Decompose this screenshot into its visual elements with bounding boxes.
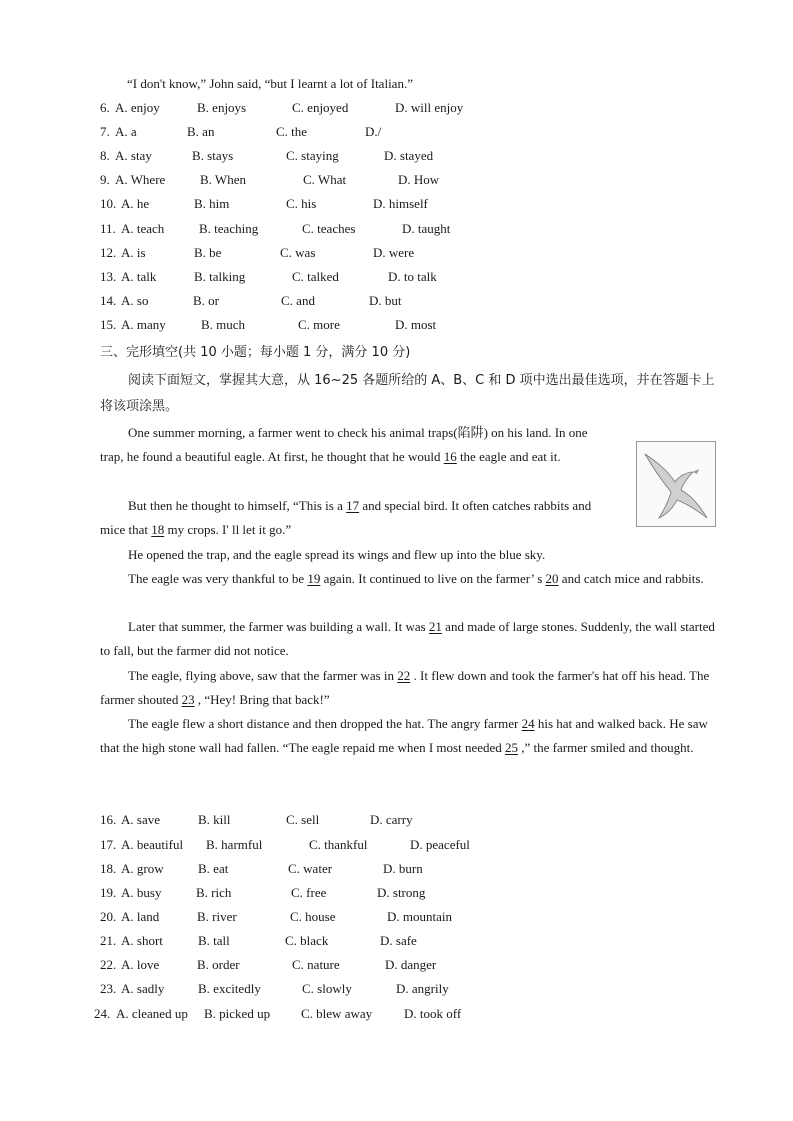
option-d[interactable]: D. burn — [383, 861, 423, 876]
passage-paragraph-5: Later that summer, the farmer was building a wall. It was 21 and made of large stones. Suddenly, the wall started to fall, but the farmer did not notice. — [100, 619, 715, 659]
question-number: 9. — [100, 172, 110, 187]
option-b[interactable]: B. picked up — [204, 1006, 271, 1021]
option-b[interactable]: B. be — [194, 245, 222, 260]
blank-25: 25 — [505, 740, 519, 756]
option-c[interactable]: C. slowly — [302, 981, 352, 996]
option-b[interactable]: B. rich — [196, 885, 232, 900]
blank-21: 21 — [428, 619, 442, 634]
option-a[interactable]: A. teach — [121, 221, 165, 236]
section-heading: 三、完形填空(共 10 小题；每小题 1 分，满分 10 分) — [100, 345, 411, 360]
option-a[interactable]: A. cleaned up — [116, 1006, 188, 1021]
question-number: 24. — [94, 1006, 111, 1021]
option-c[interactable]: C. free — [291, 885, 327, 900]
eagle-illustration — [636, 441, 716, 527]
option-d[interactable]: D. but — [369, 293, 402, 308]
option-c[interactable]: C. black — [285, 933, 329, 948]
option-b[interactable]: B. eat — [198, 861, 229, 876]
option-d[interactable]: D. safe — [380, 933, 417, 948]
option-c[interactable]: C. and — [281, 293, 315, 308]
question-number: 14. — [100, 293, 117, 308]
eagle-icon — [637, 442, 715, 526]
option-d[interactable]: D. danger — [385, 957, 437, 972]
option-c[interactable]: C. sell — [286, 812, 320, 827]
option-a[interactable]: A. grow — [121, 861, 164, 876]
option-b[interactable]: B. river — [197, 909, 237, 924]
option-d[interactable]: D. mountain — [387, 909, 452, 924]
passage-paragraph-6: The eagle, flying above, saw that the farmer was in 22 . It flew down and took the farmer's hat off his head. The farmer shouted 23 , “Hey! Bring that back!” — [100, 668, 710, 708]
option-a[interactable]: A. land — [121, 909, 160, 924]
option-a[interactable]: A. stay — [115, 148, 152, 163]
option-d[interactable]: D. himself — [373, 196, 428, 211]
instructions: 阅读下面短文，掌握其大意，从 16~25 各题所给的 A、B、C 和 D 项中选出最佳选项，并在答题卡上将该项涂黑。 — [100, 373, 715, 414]
passage-paragraph-2: But then he thought to himself, “This is a 17 and special bird. It often catches rabbits and mice that 18 my crops. I' ll let it go.” — [100, 498, 592, 538]
option-a[interactable]: A. beautiful — [121, 837, 184, 852]
option-d[interactable]: D. angrily — [396, 981, 449, 996]
option-c[interactable]: C. was — [280, 245, 316, 260]
option-c[interactable]: C. teaches — [302, 221, 356, 236]
option-d[interactable]: D. taught — [402, 221, 451, 236]
option-a[interactable]: A. he — [121, 196, 150, 211]
option-b[interactable]: B. stays — [192, 148, 234, 163]
intro-line: “I don't know,” John said, “but I learnt a lot of Italian.” — [127, 76, 413, 91]
option-b[interactable]: B. much — [201, 317, 246, 332]
option-d[interactable]: D./ — [365, 124, 382, 139]
option-a[interactable]: A. a — [115, 124, 137, 139]
option-b[interactable]: B. enjoys — [197, 100, 247, 115]
option-c[interactable]: C. nature — [292, 957, 340, 972]
question-number: 23. — [100, 981, 117, 996]
option-d[interactable]: D. most — [395, 317, 437, 332]
option-c[interactable]: C. his — [286, 196, 317, 211]
question-number: 10. — [100, 196, 117, 211]
option-c[interactable]: C. house — [290, 909, 336, 924]
question-number: 18. — [100, 861, 117, 876]
option-a[interactable]: A. busy — [121, 885, 162, 900]
option-c[interactable]: C. the — [276, 124, 308, 139]
option-c[interactable]: C. blew away — [301, 1006, 373, 1021]
question-number: 7. — [100, 124, 110, 139]
question-number: 12. — [100, 245, 117, 260]
option-d[interactable]: D. stayed — [384, 148, 434, 163]
option-d[interactable]: D. carry — [370, 812, 413, 827]
blank-19: 19 — [307, 571, 321, 586]
option-d[interactable]: D. took off — [404, 1006, 462, 1021]
option-d[interactable]: D. to talk — [388, 269, 437, 284]
option-c[interactable]: C. What — [303, 172, 347, 187]
option-a[interactable]: A. sadly — [121, 981, 165, 996]
question-number: 15. — [100, 317, 117, 332]
question-number: 20. — [100, 909, 117, 924]
option-b[interactable]: B. talking — [194, 269, 246, 284]
option-d[interactable]: D. strong — [377, 885, 426, 900]
option-a[interactable]: A. Where — [115, 172, 166, 187]
option-d[interactable]: D. How — [398, 172, 440, 187]
option-c[interactable]: C. staying — [286, 148, 339, 163]
question-number: 13. — [100, 269, 117, 284]
passage-paragraph-3: He opened the trap, and the eagle spread its wings and flew up into the blue sky. — [128, 547, 546, 562]
option-a[interactable]: A. so — [121, 293, 149, 308]
option-b[interactable]: B. tall — [198, 933, 230, 948]
option-b[interactable]: B. order — [197, 957, 240, 972]
question-number: 16. — [100, 812, 117, 827]
blank-18: 18 — [151, 522, 165, 538]
question-number: 19. — [100, 885, 117, 900]
option-a[interactable]: A. love — [121, 957, 160, 972]
option-a[interactable]: A. save — [121, 812, 160, 827]
option-b[interactable]: B. teaching — [199, 221, 259, 236]
question-number: 8. — [100, 148, 110, 163]
question-number: 6. — [100, 100, 110, 115]
option-d[interactable]: D. peaceful — [410, 837, 470, 852]
option-c[interactable]: C. talked — [292, 269, 339, 284]
option-c[interactable]: C. thankful — [309, 837, 368, 852]
question-number: 22. — [100, 957, 117, 972]
option-c[interactable]: C. enjoyed — [292, 100, 349, 115]
option-b[interactable]: B. or — [193, 293, 219, 308]
option-b[interactable]: B. harmful — [206, 837, 263, 852]
option-b[interactable]: B. excitedly — [198, 981, 261, 996]
question-number: 17. — [100, 837, 117, 852]
blank-20: 20 — [545, 571, 559, 586]
passage-paragraph-4: The eagle was very thankful to be 19 again. It continued to live on the farmer’ s 20 and catch mice and rabbits. — [128, 571, 704, 586]
option-a[interactable]: A. talk — [121, 269, 157, 284]
blank-22: 22 — [397, 668, 411, 683]
option-a[interactable]: A. is — [121, 245, 146, 260]
passage-paragraph-1: One summer morning, a farmer went to check his animal traps(陷阱) on his land. In one trap, he found a beautiful eagle. At first, he thought that he would 16 the eagle and eat it. — [100, 425, 588, 465]
passage-paragraph-7: The eagle flew a short distance and then dropped the hat. The angry farmer 24 his hat and walked back. He saw that the high stone wall had fallen. “The eagle repaid me when I most needed 25 ,” the farmer smiled and thought. — [100, 716, 708, 756]
blank-24: 24 — [521, 716, 535, 731]
question-number: 11. — [100, 221, 116, 236]
option-b[interactable]: B. When — [200, 172, 246, 187]
blank-23: 23 — [181, 692, 195, 708]
option-b[interactable]: B. kill — [198, 812, 231, 827]
option-a[interactable]: A. enjoy — [115, 100, 160, 115]
option-d[interactable]: D. were — [373, 245, 415, 260]
question-number: 21. — [100, 933, 117, 948]
option-a[interactable]: A. many — [121, 317, 166, 332]
option-b[interactable]: B. him — [194, 196, 230, 211]
blank-16: 16 — [443, 449, 457, 465]
option-c[interactable]: C. more — [298, 317, 340, 332]
option-a[interactable]: A. short — [121, 933, 163, 948]
option-c[interactable]: C. water — [288, 861, 333, 876]
blank-17: 17 — [346, 498, 360, 513]
option-d[interactable]: D. will enjoy — [395, 100, 464, 115]
option-b[interactable]: B. an — [187, 124, 215, 139]
